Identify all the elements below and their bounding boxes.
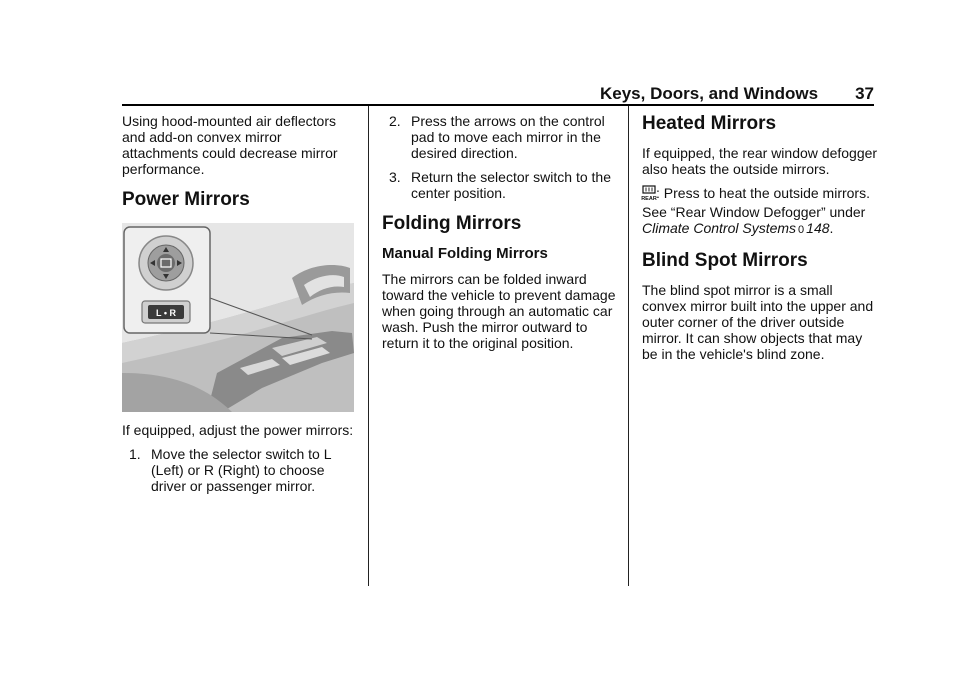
- page-ref-arrow: 0: [798, 224, 805, 236]
- heading-blind-spot-mirrors: Blind Spot Mirrors: [642, 250, 808, 271]
- climate-control-reference[interactable]: Climate Control Systems: [642, 220, 797, 236]
- step-item: [122, 446, 358, 494]
- power-mirrors-paragraph: If equipped, adjust the power mirrors:: [122, 422, 354, 438]
- heated-mirrors-paragraph: If equipped, the rear window defogger also heats the outside mirrors.: [642, 145, 878, 177]
- step-number: 3.: [389, 169, 401, 185]
- heading-power-mirrors: Power Mirrors: [122, 189, 250, 210]
- door-panel-illustration: [122, 223, 354, 412]
- heading-heated-mirrors: Heated Mirrors: [642, 113, 777, 134]
- defogger-paragraph: [642, 185, 878, 238]
- step-item: [382, 169, 618, 201]
- lr-switch-label: L • R: [156, 308, 176, 318]
- sentence-end: .: [829, 220, 834, 236]
- rear-defogger-icon: [642, 185, 656, 204]
- page-number: 37: [855, 84, 874, 103]
- page-ref-number[interactable]: 148: [806, 220, 830, 236]
- svg-text:REAR: REAR: [641, 196, 657, 202]
- subheading-manual-folding: Manual Folding Mirrors: [382, 245, 548, 262]
- page-header: [600, 84, 874, 106]
- column-3: [642, 113, 878, 370]
- step-text: Press the arrows on the control pad to move each mirror in the desired direction.: [411, 113, 605, 161]
- step-text: Move the selector switch to L (Left) or R (Right) to choose driver or passenger mirror.: [151, 446, 332, 494]
- blind-spot-paragraph: The blind spot mirror is a small convex mirror built into the upper and outer corner of the driver outside mirror. It can show objects that may be in the vehicle's blind zone.: [642, 282, 874, 362]
- power-mirror-illustration: [122, 223, 354, 412]
- column-1: [122, 113, 358, 502]
- step-number: 2.: [389, 113, 401, 129]
- header-rule: [122, 104, 874, 106]
- step-text: Return the selector switch to the center position.: [411, 169, 611, 201]
- section-title: Keys, Doors, and Windows: [600, 84, 819, 103]
- step-number: 1.: [129, 446, 141, 462]
- column-divider: [368, 106, 369, 586]
- column-2: [382, 113, 618, 359]
- step-item: [382, 113, 618, 161]
- folding-mirrors-paragraph: The mirrors can be folded inward toward the vehicle to prevent damage when going through an automatic car wash. Push the mirror outward to return it to the original position.: [382, 271, 616, 351]
- column-divider: [628, 106, 629, 586]
- defogger-text: : Press to heat the outside mirrors. See “Rear Window Defogger” under: [642, 185, 870, 220]
- heading-folding-mirrors: Folding Mirrors: [382, 213, 522, 234]
- intro-paragraph: Using hood-mounted air deflectors and add-on convex mirror attachments could decrease mirror performance.: [122, 113, 338, 177]
